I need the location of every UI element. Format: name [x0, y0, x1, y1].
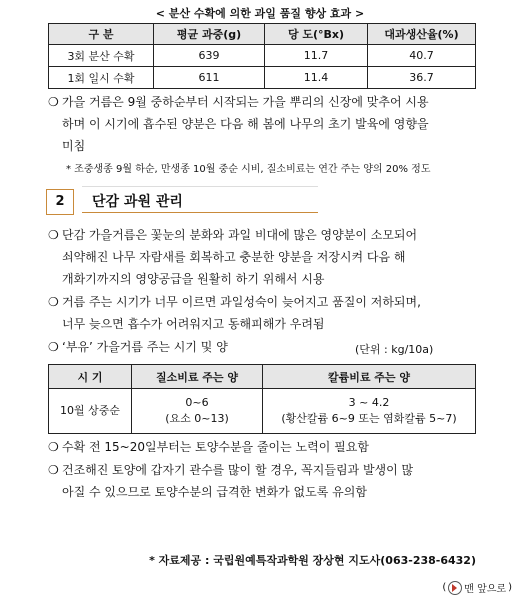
back-to-top-icon[interactable]: [448, 581, 462, 595]
paragraph-line: 너무 늦으면 흡수가 어려워지고 동해피해가 우려됨: [62, 317, 325, 331]
section-divider: [82, 186, 318, 187]
section-number: 2: [46, 189, 74, 215]
paragraph-line: 건조해진 토양에 갑자기 관수를 많이 할 경우, 꼭지들림과 발생이 많: [62, 463, 414, 477]
table-cell: 1회 일시 수확: [49, 67, 154, 89]
table-cell: 11.4: [265, 67, 368, 89]
footnote: * 조중생종 9월 하순, 만생종 10월 중순 시비, 질소비료는 연간 주는 양의 20% 정도: [66, 164, 431, 175]
paragraph-timing-warning: [48, 291, 478, 335]
paragraph-line: 단감 가을거름은 꽃눈의 분화와 과일 비대에 많은 영양분이 소모되어: [62, 228, 418, 242]
table-header: 당 도(°Bx): [265, 24, 368, 45]
table-cell: 36.7: [368, 67, 476, 89]
table-cell: 40.7: [368, 45, 476, 67]
paragraph-line: 아질 수 있으므로 토양수분의 급격한 변화가 없도록 유의함: [62, 485, 367, 499]
section-underline: [82, 212, 318, 213]
table-row: [49, 389, 476, 434]
bullet-icon: ❍: [48, 463, 59, 477]
potassium-amount: 3 ~ 4.2: [348, 396, 390, 409]
paragraph-line: 가을 거름은 9월 중하순부터 시작되는 가을 뿌리의 신장에 맞추어 시용: [62, 95, 429, 109]
bullet-icon: ❍: [48, 340, 59, 354]
table-header: 질소비료 주는 양: [132, 365, 263, 389]
bullet-icon: ❍: [48, 440, 59, 454]
paragraph-line: 하며 이 시기에 흡수된 양분은 다음 해 봄에 나무의 초기 발육에 영향을: [62, 117, 429, 131]
paragraph-soil-moisture: [48, 436, 478, 458]
table-header: 시 기: [49, 365, 132, 389]
paragraph-line: 쇠약해진 나무 자람새를 회복하고 충분한 양분을 저장시켜 다음 해: [62, 250, 406, 264]
table-cell: [132, 389, 263, 434]
table-row: [49, 45, 476, 67]
table1-caption: < 분산 수확에 의한 과일 품질 향상 효과 >: [155, 7, 365, 20]
table-header-row: [49, 365, 476, 389]
table-cell: 10월 상중순: [49, 389, 132, 434]
paragraph-irrigation-caution: [48, 459, 478, 503]
table-cell: 639: [154, 45, 265, 67]
paragraph-fertilizer-timing: [48, 91, 478, 157]
table-header-row: [49, 24, 476, 45]
paragraph-fall-fertilizer: [48, 224, 478, 290]
quality-table: [48, 23, 476, 89]
table-header: 대과생산율(%): [368, 24, 476, 45]
table-cell: 611: [154, 67, 265, 89]
back-to-top-link[interactable]: ( 맨 앞으로 ): [442, 582, 512, 595]
bullet-icon: ❍: [48, 228, 59, 242]
table-cell: [263, 389, 476, 434]
paragraph-line: 수확 전 15~20일부터는 토양수분을 줄이는 노력이 필요함: [62, 440, 369, 454]
table-cell: 3회 분산 수확: [49, 45, 154, 67]
table-header: 평균 과중(g): [154, 24, 265, 45]
paragraph-line: 미침: [62, 139, 86, 153]
table-header: 구 분: [49, 24, 154, 45]
potassium-detail: (황산칼륨 6~9 또는 염화칼륨 5~7): [281, 412, 457, 425]
table-row: [49, 67, 476, 89]
nitrogen-amount: 0~6: [185, 396, 209, 409]
nitrogen-detail: (요소 0~13): [165, 412, 229, 425]
source-credit: * 자료제공 : 국립원예특작과학원 장상현 지도사(063-238-6432): [149, 554, 476, 567]
fertilizer-table: [48, 364, 476, 434]
paragraph-line: 거름 주는 시기가 너무 이르면 과일성숙이 늦어지고 품질이 저하되며,: [62, 295, 421, 309]
back-to-top-label[interactable]: 맨 앞으로: [464, 584, 507, 595]
section-title: 단감 과원 관리: [92, 194, 183, 210]
unit-label: (단위 : kg/10a): [355, 343, 434, 356]
bullet-icon: ❍: [48, 295, 59, 309]
paragraph-line: ‘부유’ 가을거름 주는 시기 및 양: [62, 340, 228, 354]
table-cell: 11.7: [265, 45, 368, 67]
bullet-icon: ❍: [48, 95, 59, 109]
paragraph-line: 개화기까지의 영양공급을 원활히 하기 위해서 시용: [62, 272, 325, 286]
table-header: 칼륨비료 주는 양: [263, 365, 476, 389]
